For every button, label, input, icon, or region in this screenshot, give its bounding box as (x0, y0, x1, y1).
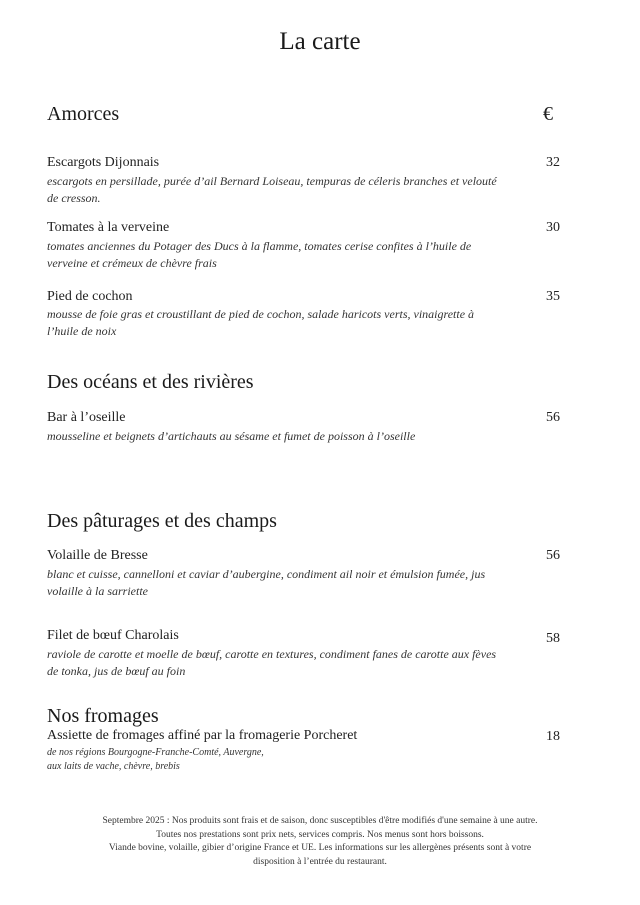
footer-line: Toutes nos prestations sont prix nets, services compris. Nos menus sont hors boissons. (156, 829, 484, 840)
dish-name: Escargots Dijonnais (47, 155, 160, 170)
dish-price: 32 (546, 155, 560, 170)
footer-line: disposition à l’entrée du restaurant. (253, 856, 387, 867)
dish-name: Pied de cochon (47, 289, 133, 304)
dish-description: mousseline et beignets d’artichauts au sésame et fumet de poisson à l’oseille (47, 429, 416, 443)
section-title-fromages: Nos fromages (47, 705, 159, 727)
dish-description: de nos régions Bourgogne-Franche-Comté, Auvergne, (47, 747, 264, 758)
dish-name: Assiette de fromages affiné par la fromagerie Porcheret (47, 728, 358, 743)
dish-description: escargots en persillade, purée d’ail Bernard Loiseau, tempuras de céleris branches et velouté de cresson. (47, 174, 497, 205)
dish-description: raviole de carotte et moelle de bœuf, carotte en textures, condiment fanes de carotte aux fèves de tonka, jus de bœuf au foin (47, 647, 497, 678)
dish-name: Volaille de Bresse (47, 548, 148, 563)
footer-notes (60, 815, 580, 869)
currency-header: € (543, 103, 553, 125)
dish-price: 58 (546, 631, 560, 646)
dish-price: 18 (546, 729, 560, 744)
dish-description: blanc et cuisse, cannelloni et caviar d’aubergine, condiment ail noir et émulsion fumée, jus volaille à la sarriette (47, 567, 486, 598)
dish-name: Bar à l’oseille (47, 410, 126, 425)
section-title-amorces: Amorces (47, 103, 120, 125)
dish-description: tomates anciennes du Potager des Ducs à la flamme, tomates cerise confites à l’huile de verveine et crémeux de chèvre frais (47, 239, 472, 270)
dish-price: 56 (546, 548, 560, 563)
dish-price: 30 (546, 220, 560, 235)
dish-description: mousse de foie gras et croustillant de pied de cochon, salade haricots verts, vinaigrette à l’huile de noix (47, 307, 475, 338)
footer-line: Viande bovine, volaille, gibier d’origine France et UE. Les informations sur les allergènes présents sont à votre (108, 843, 532, 853)
section-title-oceans: Des océans et des rivières (47, 371, 254, 393)
dish-description: aux laits de vache, chèvre, brebis (47, 761, 180, 772)
dish-name: Tomates à la verveine (47, 220, 170, 235)
section-title-paturages: Des pâturages et des champs (47, 510, 277, 532)
footer-line: Septembre 2025 : Nos produits sont frais et de saison, donc susceptibles d'être modifiés d'une semaine à une autre. (102, 816, 538, 826)
dish-price: 35 (546, 289, 560, 304)
dish-name: Filet de bœuf Charolais (47, 628, 179, 643)
page-title: La carte (279, 28, 361, 55)
dish-price: 56 (546, 410, 560, 425)
